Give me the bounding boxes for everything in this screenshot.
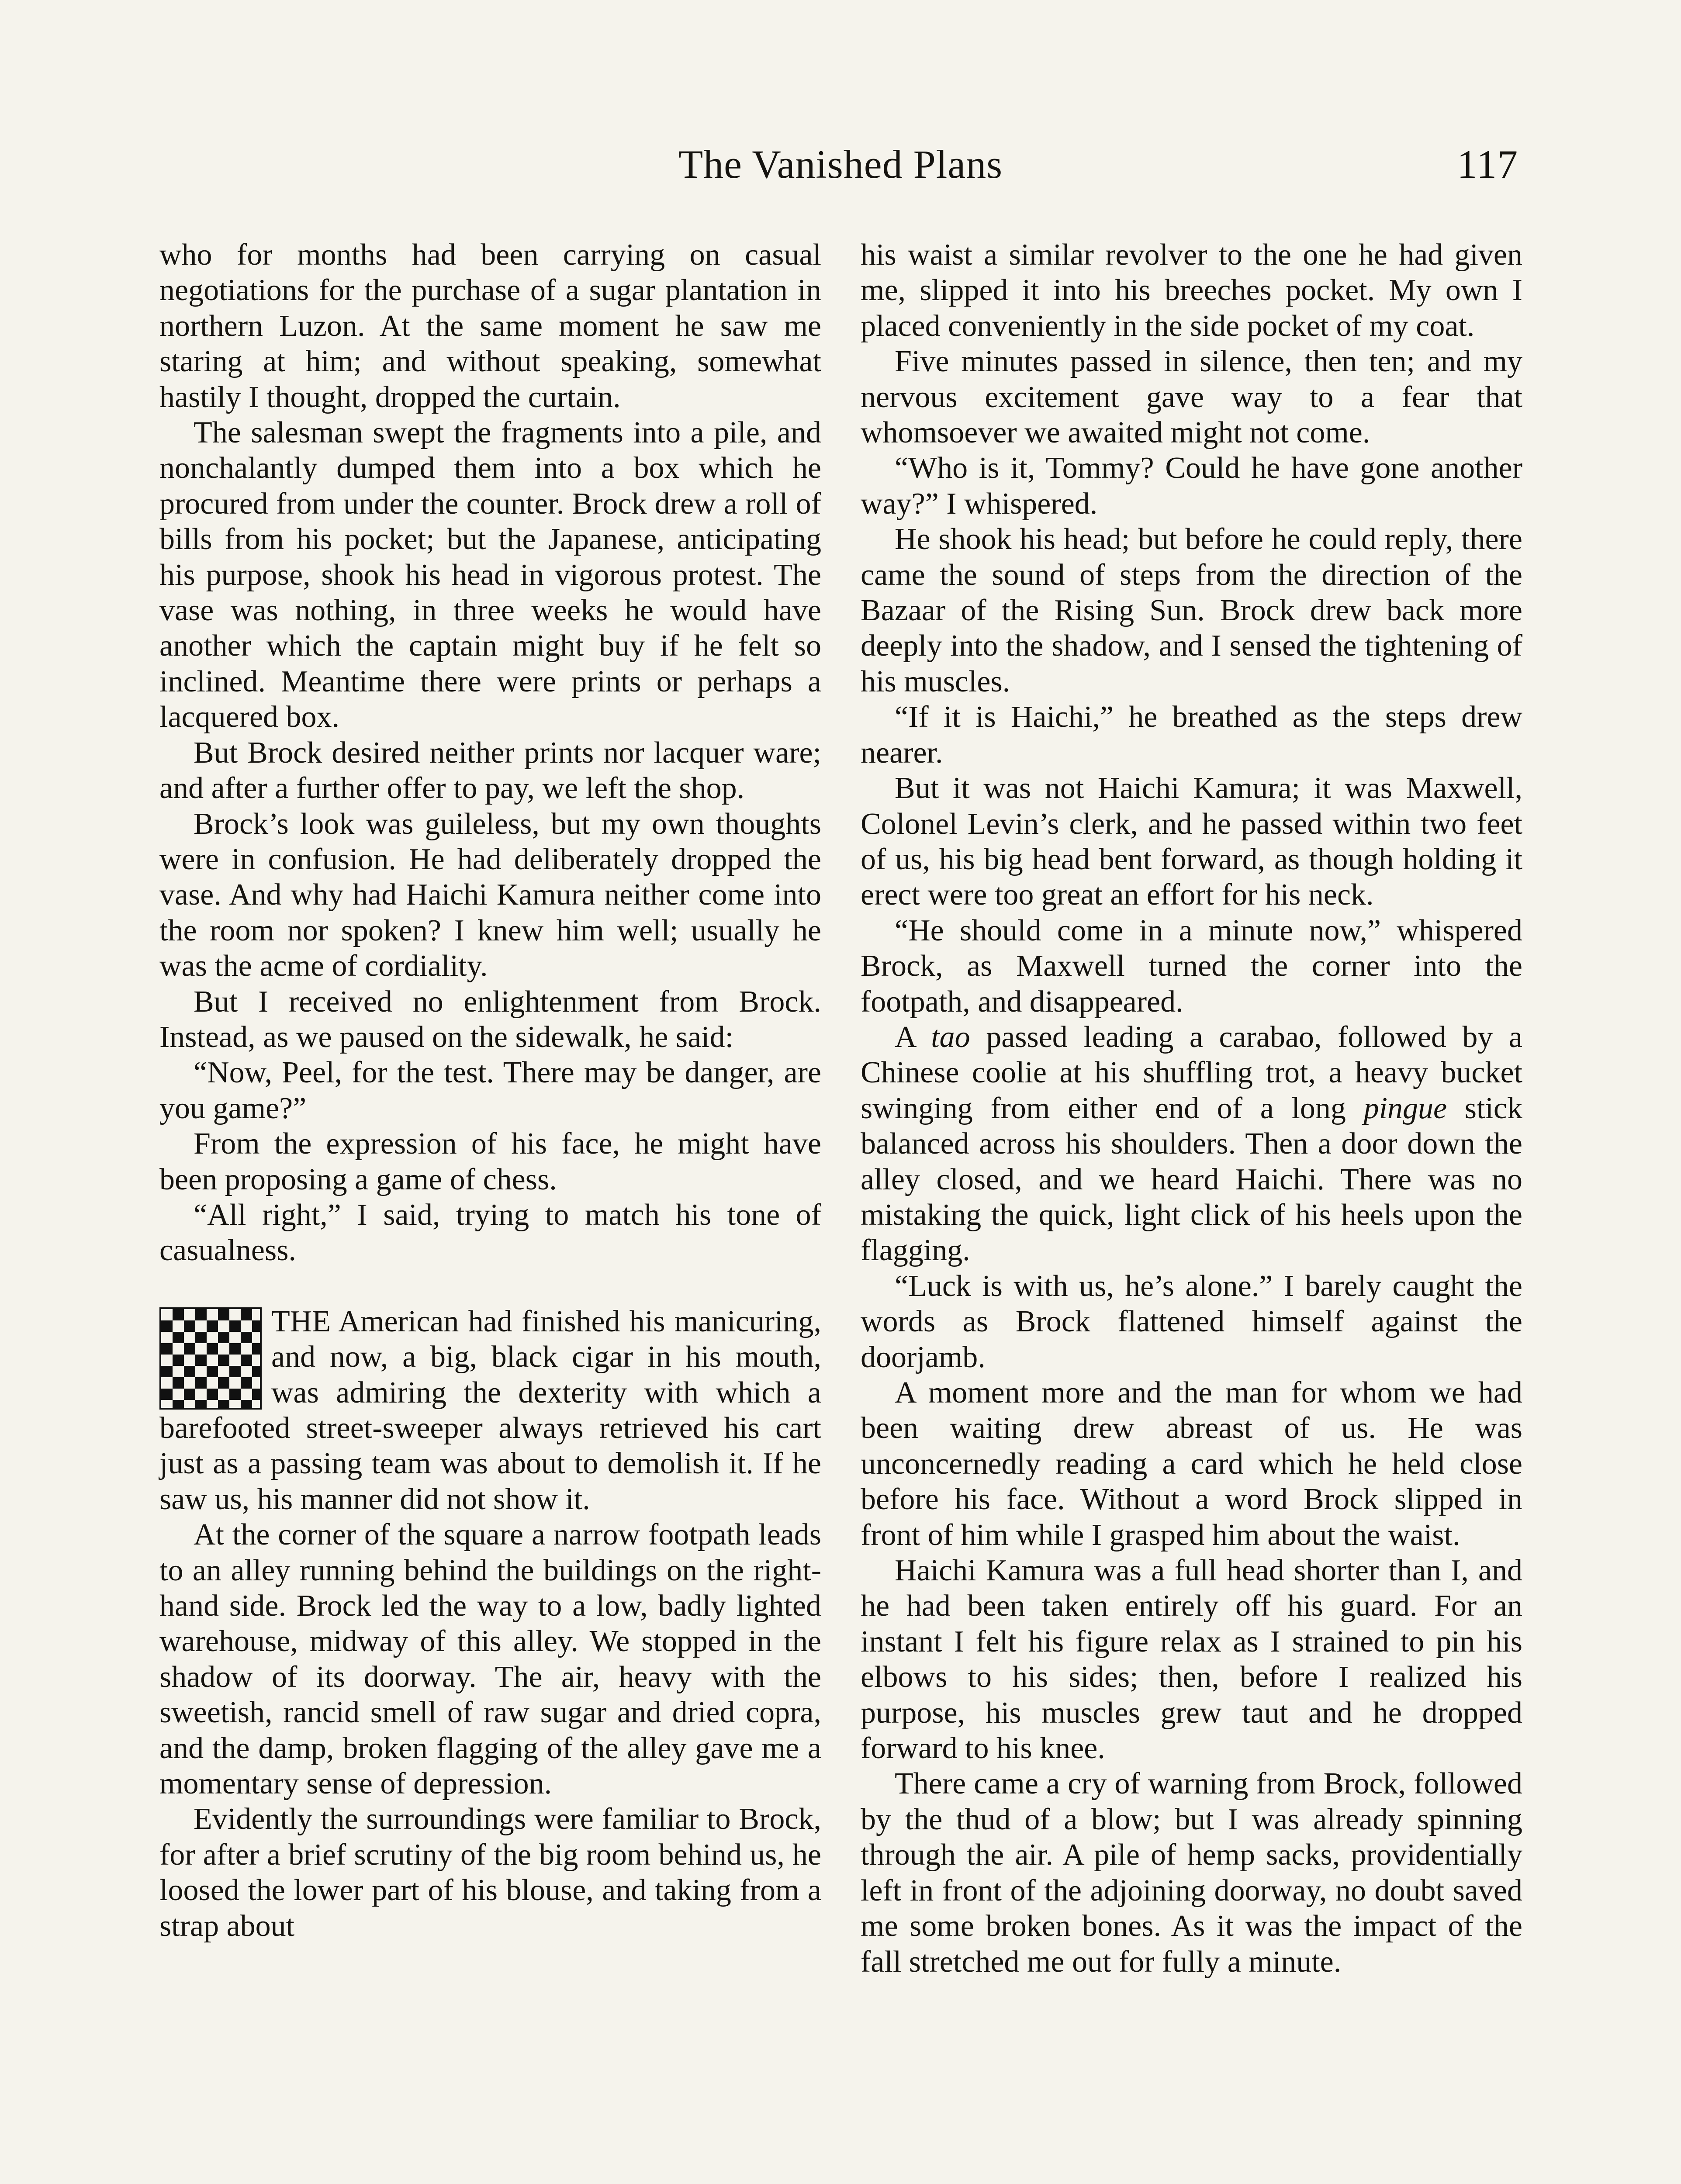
paragraph: “If it is Haichi,” he breathed as the steps drew nearer. <box>861 700 1522 770</box>
paragraph: The salesman swept the fragments into a pile, and nonchalantly dumped them into a box which he procured from under the counter. Brock drew a roll of bills from his pocket; but the Japanese, anticipating his purpose, shook his head in vigorous protest. The vase was nothing, in three weeks he would have another which the captain might buy if he felt so inclined. Meantime there were prints or perhaps a lacquered box. <box>159 416 821 734</box>
paragraph: who for months had been carrying on casual negotiations for the purchase of a sugar plantation in northern Luzon. At the same moment he saw me staring at him; and without speaking, somewhat hastily I thought, dropped the curtain. <box>159 238 821 414</box>
italic-term-pingue: pingue <box>1363 1091 1447 1125</box>
text-run: passed leading a carabao, followed by a Chinese coolie at his shuffling trot, a heavy bucket swinging from either end of a long <box>861 1020 1522 1125</box>
paragraph: “Who is it, Tommy? Could he have gone another way?” I whispered. <box>861 451 1522 521</box>
paragraph: Five minutes passed in silence, then ten; and my nervous excitement gave way to a fear that whomsoever we awaited might not come. <box>861 345 1522 450</box>
page-number: 117 <box>1457 142 1518 187</box>
section-opening <box>159 1304 821 1517</box>
text-run: stick balanced across his shoulders. Then a door down the alley closed, and we heard Haichi. There was no mistaking the quick, light click of his heels upon the flagging. <box>861 1091 1522 1268</box>
italic-term-tao: tao <box>931 1020 970 1054</box>
paragraph: “Now, Peel, for the test. There may be danger, are you game?” <box>159 1056 821 1125</box>
right-column <box>861 237 1522 1980</box>
paragraph: He shook his head; but before he could reply, there came the sound of steps from the direction of the Bazaar of the Rising Sun. Brock drew back more deeply into the shadow, and I sensed the tightening of his muscles. <box>861 522 1522 698</box>
paragraph: Brock’s look was guileless, but my own thoughts were in confusion. He had deliberately dropped the vase. And why had Haichi Kamura neither come into the room nor spoken? I knew him well; usually he was the acme of cordiality. <box>159 807 821 983</box>
paragraph: Haichi Kamura was a full head shorter than I, and he had been taken entirely off his guard. For an instant I felt his figure relax as I strained to pin his elbows to his sides; then, before I realized his purpose, his muscles grew taut and he dropped forward to his knee. <box>861 1554 1522 1766</box>
paragraph: But I received no enlightenment from Brock. Instead, as we paused on the sidewalk, he said: <box>159 985 821 1054</box>
paragraph <box>861 1019 1522 1268</box>
page-title: The Vanished Plans <box>678 142 1003 187</box>
paragraph: THE American had finished his manicuring, and now, a big, black cigar in his mouth, was admiring the dexterity with which a barefooted street-sweeper always retrieved his cart just as a passing team was about to demolish it. If he saw us, his manner did not show it. <box>159 1304 821 1516</box>
paragraph: A moment more and the man for whom we had been waiting drew abreast of us. He was unconcernedly reading a card which he held close before his face. Without a word Brock slipped in front of him while I grasped him about the waist. <box>861 1376 1522 1552</box>
paragraph: But Brock desired neither prints nor lacquer ware; and after a further offer to pay, we left the shop. <box>159 736 821 805</box>
paragraph: There came a cry of warning from Brock, followed by the thud of a blow; but I was already spinning through the air. A pile of hemp sacks, providentially left in front of the adjoining doorway, no doubt saved me some broken bones. As it was the impact of the fall stretched me out for fully a minute. <box>861 1767 1522 1979</box>
text-run: A <box>895 1020 931 1054</box>
paragraph: “All right,” I said, trying to match his tone of casualness. <box>159 1198 821 1268</box>
section-break <box>159 1268 821 1304</box>
left-column <box>159 237 821 1944</box>
paragraph: From the expression of his face, he might have been proposing a game of chess. <box>159 1127 821 1196</box>
checkered-ornament-icon <box>159 1307 262 1410</box>
paragraph: “He should come in a minute now,” whispered Brock, as Maxwell turned the corner into the footpath, and disappeared. <box>861 913 1522 1019</box>
paragraph: Evidently the surroundings were familiar to Brock, for after a brief scrutiny of the big room behind us, he loosed the lower part of his blouse, and taking from a strap about <box>159 1802 821 1943</box>
paragraph: At the corner of the square a narrow footpath leads to an alley running behind the buildings on the right-hand side. Brock led the way to a low, badly lighted warehouse, midway of this alley. We stopped in the shadow of its doorway. The air, heavy with the sweetish, rancid smell of raw sugar and dried copra, and the damp, broken flagging of the alley gave me a momentary sense of depression. <box>159 1518 821 1801</box>
paragraph: his waist a similar revolver to the one he had given me, slipped it into his breeches pocket. My own I placed conveniently in the side pocket of my coat. <box>861 238 1522 343</box>
paragraph: But it was not Haichi Kamura; it was Maxwell, Colonel Levin’s clerk, and he passed within two feet of us, his big head bent forward, as though holding it erect were too great an effort for his neck. <box>861 771 1522 912</box>
paragraph: “Luck is with us, he’s alone.” I barely caught the words as Brock flattened himself against the doorjamb. <box>861 1269 1522 1374</box>
